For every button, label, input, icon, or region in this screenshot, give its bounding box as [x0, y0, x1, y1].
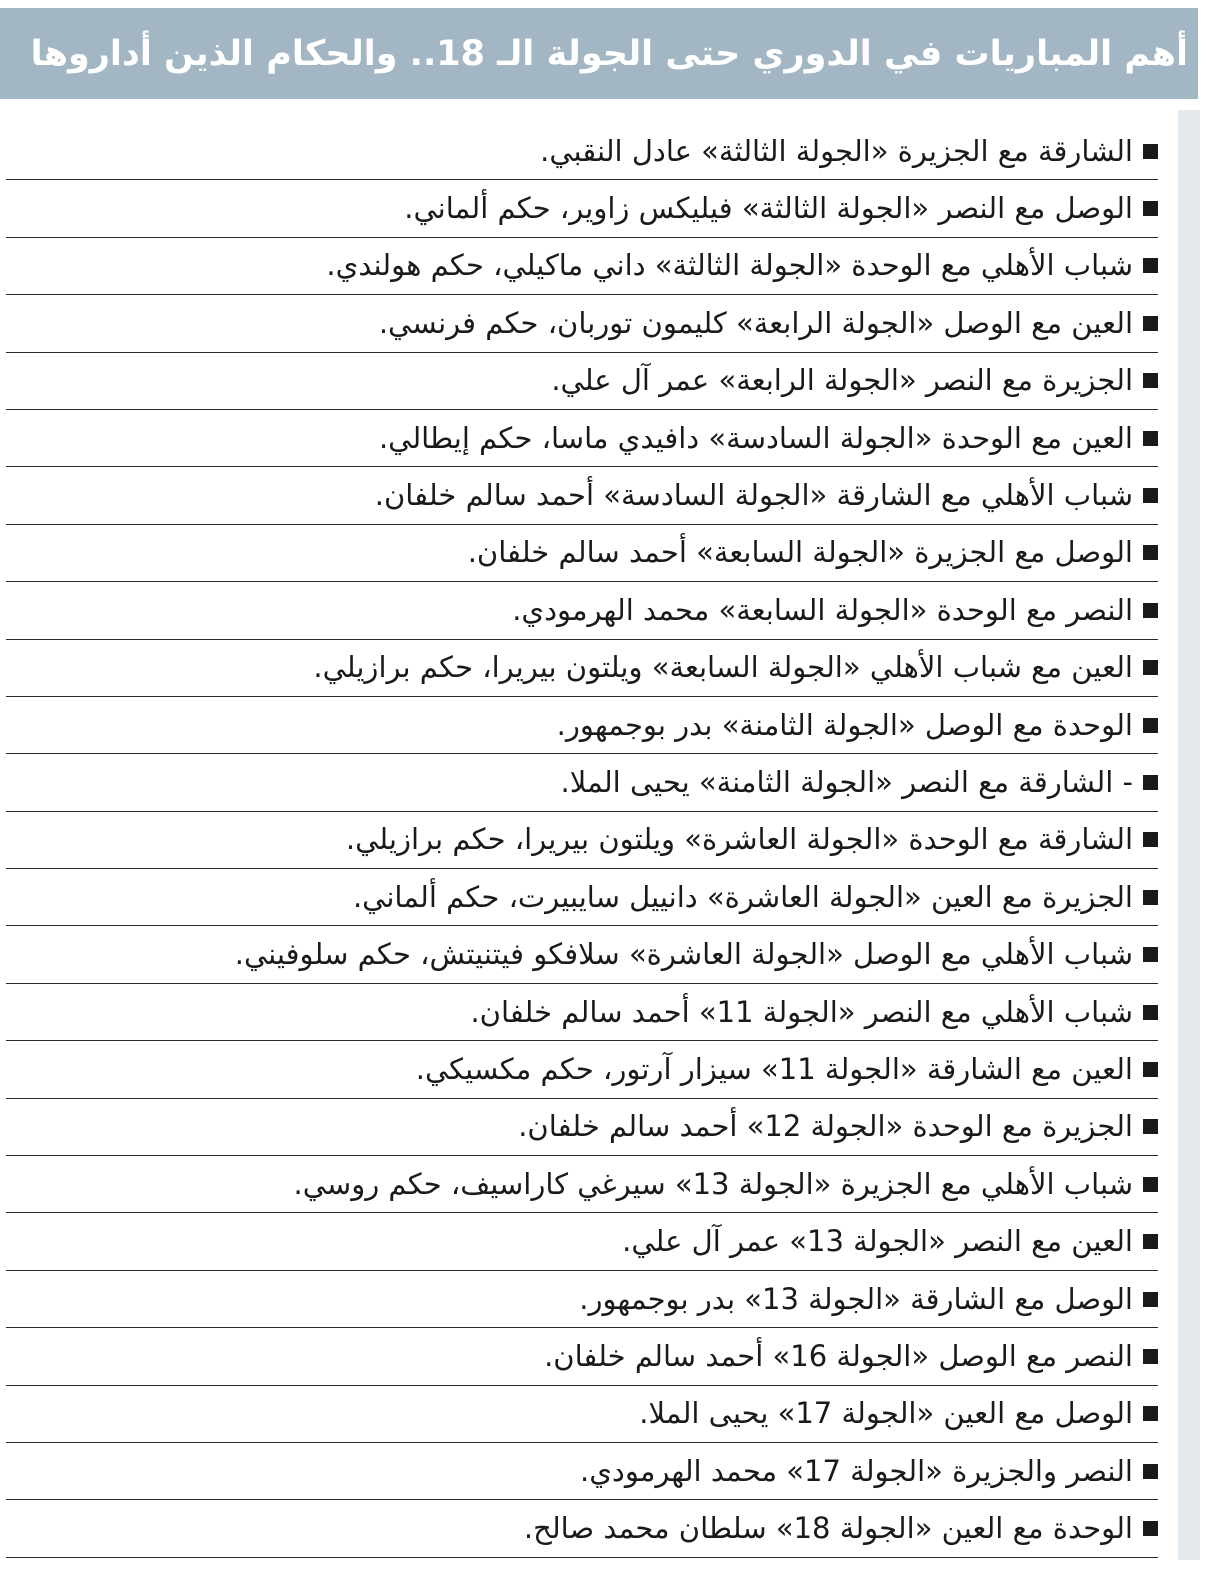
side-decoration-strip: [1178, 110, 1200, 1560]
match-text: الوصل مع العين «الجولة 17» يحيى الملا.: [639, 1396, 1133, 1431]
match-text: الجزيرة مع العين «الجولة العاشرة» دانييل سايبيرت، حكم ألماني.: [352, 879, 1133, 914]
list-item: [6, 180, 1158, 237]
square-bullet-icon: [1143, 373, 1158, 388]
match-text: الجزيرة مع النصر «الجولة الرابعة» عمر آل علي.: [551, 363, 1133, 398]
list-item: [6, 1328, 1158, 1385]
list-item: [6, 697, 1158, 754]
list-item: [6, 238, 1158, 295]
list-item: [6, 295, 1158, 352]
list-item: [6, 123, 1158, 180]
match-text: الوصل مع الجزيرة «الجولة السابعة» أحمد سالم خلفان.: [467, 535, 1133, 570]
list-item: [6, 926, 1158, 983]
square-bullet-icon: [1143, 1464, 1158, 1479]
list-item: [6, 754, 1158, 811]
square-bullet-icon: [1143, 316, 1158, 331]
list-item: [6, 582, 1158, 639]
page-title: أهم المباريات في الدوري حتى الجولة الـ 18.. والحكام الذين أداروها: [30, 33, 1188, 74]
square-bullet-icon: [1143, 258, 1158, 273]
square-bullet-icon: [1143, 545, 1158, 560]
square-bullet-icon: [1143, 488, 1158, 503]
list-item: [6, 1099, 1158, 1156]
list-item: [6, 1386, 1158, 1443]
match-text: الجزيرة مع الوحدة «الجولة 12» أحمد سالم خلفان.: [518, 1109, 1133, 1144]
list-item: [6, 1156, 1158, 1213]
match-text: الوصل مع الشارقة «الجولة 13» بدر بوجمهور.: [579, 1281, 1133, 1316]
square-bullet-icon: [1143, 947, 1158, 962]
square-bullet-icon: [1143, 431, 1158, 446]
list-item: [6, 984, 1158, 1041]
list-item: [6, 812, 1158, 869]
list-item: [6, 410, 1158, 467]
matches-list: [6, 123, 1158, 1558]
match-text: - الشارقة مع النصر «الجولة الثامنة» يحيى الملا.: [560, 764, 1133, 799]
list-item: [6, 1443, 1158, 1500]
list-item: [6, 1500, 1158, 1557]
list-item: [6, 1041, 1158, 1098]
list-item: [6, 869, 1158, 926]
square-bullet-icon: [1143, 718, 1158, 733]
square-bullet-icon: [1143, 603, 1158, 618]
square-bullet-icon: [1143, 1349, 1158, 1364]
square-bullet-icon: [1143, 1119, 1158, 1134]
match-text: العين مع الوصل «الجولة الرابعة» كليمون توربان، حكم فرنسي.: [378, 305, 1133, 340]
list-item: [6, 353, 1158, 410]
square-bullet-icon: [1143, 1005, 1158, 1020]
square-bullet-icon: [1143, 1292, 1158, 1307]
match-text: العين مع شباب الأهلي «الجولة السابعة» ويلتون بيريرا، حكم برازيلي.: [313, 650, 1133, 685]
match-text: شباب الأهلي مع الشارقة «الجولة السادسة» أحمد سالم خلفان.: [374, 478, 1133, 513]
list-item: [6, 640, 1158, 697]
square-bullet-icon: [1143, 775, 1158, 790]
match-text: النصر مع الوحدة «الجولة السابعة» محمد الهرمودي.: [512, 592, 1133, 627]
match-text: شباب الأهلي مع النصر «الجولة 11» أحمد سالم خلفان.: [470, 994, 1133, 1029]
square-bullet-icon: [1143, 832, 1158, 847]
square-bullet-icon: [1143, 1177, 1158, 1192]
list-item: [6, 1213, 1158, 1270]
list-item: [6, 467, 1158, 524]
match-text: النصر مع الوصل «الجولة 16» أحمد سالم خلفان.: [544, 1338, 1133, 1373]
match-text: الوحدة مع الوصل «الجولة الثامنة» بدر بوجمهور.: [556, 707, 1133, 742]
square-bullet-icon: [1143, 201, 1158, 216]
square-bullet-icon: [1143, 660, 1158, 675]
match-text: شباب الأهلي مع الجزيرة «الجولة 13» سيرغي كاراسيف، حكم روسي.: [293, 1166, 1133, 1201]
match-text: العين مع الوحدة «الجولة السادسة» دافيدي ماسا، حكم إيطالي.: [378, 420, 1133, 455]
match-text: الوصل مع النصر «الجولة الثالثة» فيليكس زاوير، حكم ألماني.: [404, 191, 1133, 226]
square-bullet-icon: [1143, 1234, 1158, 1249]
square-bullet-icon: [1143, 1521, 1158, 1536]
list-item: [6, 1271, 1158, 1328]
match-text: الوحدة مع العين «الجولة 18» سلطان محمد صالح.: [523, 1511, 1133, 1546]
list-item: [6, 525, 1158, 582]
match-text: شباب الأهلي مع الوحدة «الجولة الثالثة» داني ماكيلي، حكم هولندي.: [326, 248, 1133, 283]
square-bullet-icon: [1143, 1062, 1158, 1077]
match-text: شباب الأهلي مع الوصل «الجولة العاشرة» سلافكو فيتنيتش، حكم سلوفيني.: [234, 937, 1133, 972]
match-text: الشارقة مع الجزيرة «الجولة الثالثة» عادل النقبي.: [540, 133, 1133, 168]
square-bullet-icon: [1143, 890, 1158, 905]
match-text: الشارقة مع الوحدة «الجولة العاشرة» ويلتون بيريرا، حكم برازيلي.: [345, 822, 1133, 857]
match-text: العين مع الشارقة «الجولة 11» سيزار آرتور، حكم مكسيكي.: [415, 1051, 1133, 1086]
match-text: النصر والجزيرة «الجولة 17» محمد الهرمودي.: [580, 1453, 1133, 1488]
square-bullet-icon: [1143, 1406, 1158, 1421]
page-header: [0, 8, 1198, 99]
match-text: العين مع النصر «الجولة 13» عمر آل علي.: [622, 1224, 1133, 1259]
square-bullet-icon: [1143, 144, 1158, 159]
